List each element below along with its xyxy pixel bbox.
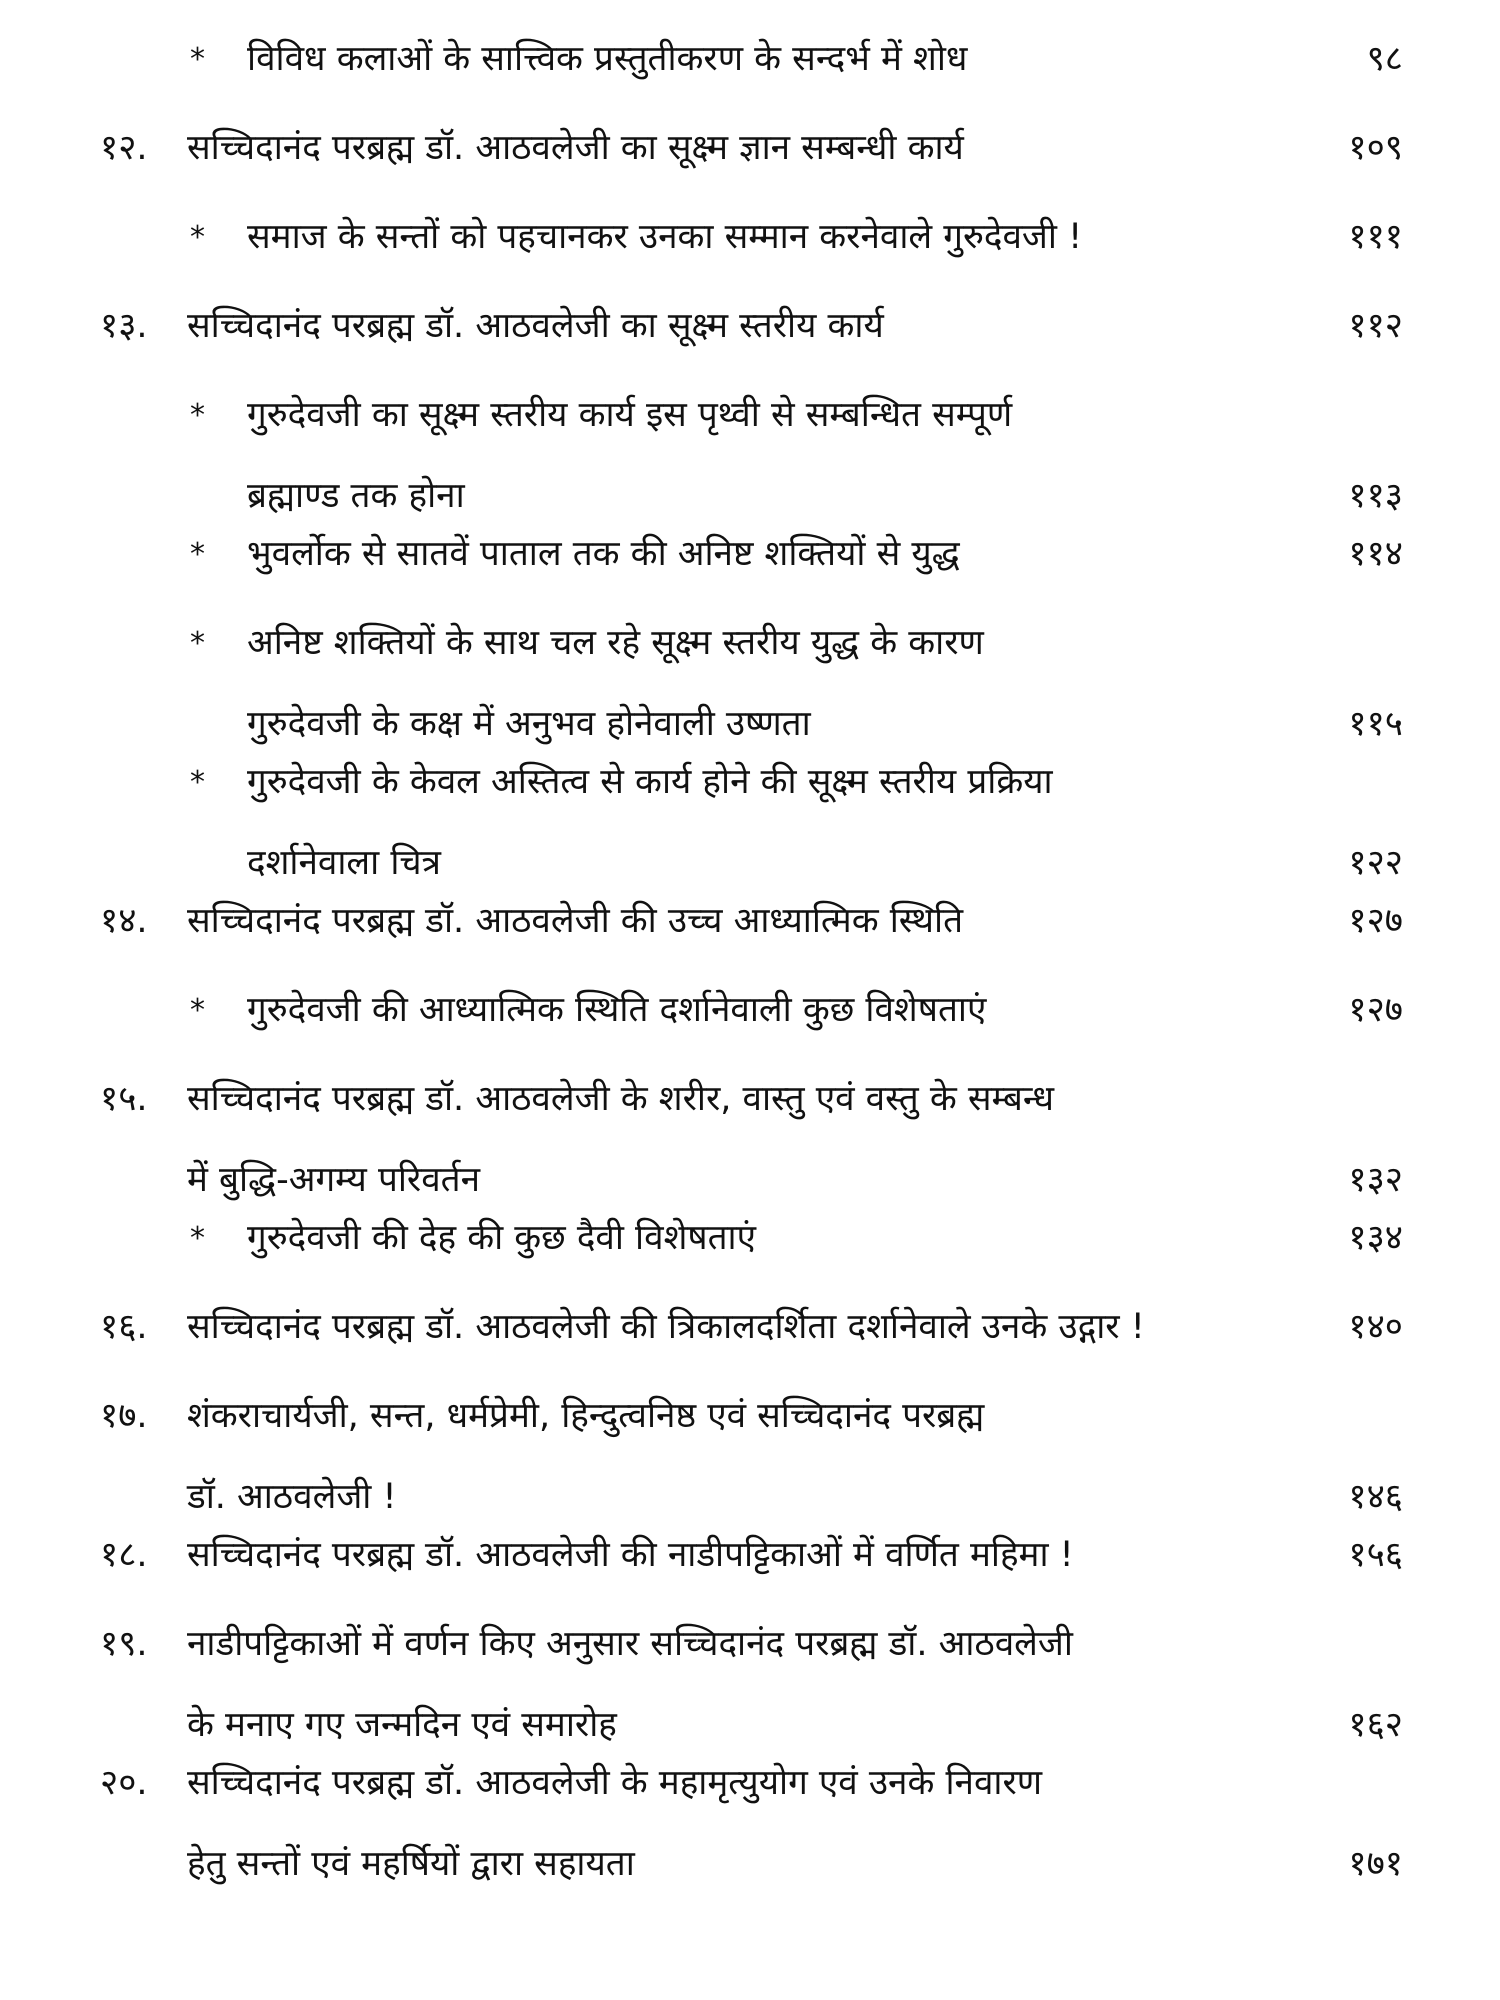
entry-title: [187, 1604, 1307, 1766]
page-number: ११२: [1348, 306, 1403, 346]
entry-title: [247, 514, 1367, 595]
entry-title-line: सच्चिदानंद परब्रह्म डॉ. आठवलेजी की नाडीपट्टिकाओं में वर्णित महिमा !: [187, 1535, 1074, 1575]
toc-chapter-entry: [0, 1743, 1500, 1905]
chapter-number: १२.: [100, 128, 148, 168]
page-number: १३४: [1348, 1218, 1403, 1258]
page-number: १४६: [1348, 1477, 1403, 1517]
entry-title-line: विविध कलाओं के सात्त्विक प्रस्तुतीकरण के सन्दर्भ में शोध: [247, 39, 968, 79]
asterisk-bullet: *: [190, 765, 205, 800]
entry-title-line: गुरुदेवजी की आध्यात्मिक स्थिति दर्शानेवाली कुछ विशेषताएं: [247, 990, 987, 1030]
entry-title: [187, 1287, 1307, 1368]
page-number: ११४: [1348, 534, 1403, 574]
entry-title-line: सच्चिदानंद परब्रह्म डॉ. आठवलेजी की त्रिकालदर्शिता दर्शानेवाले उनके उद्गार !: [187, 1307, 1145, 1347]
entry-title: [247, 197, 1367, 278]
entry-title: [187, 286, 1307, 367]
asterisk-bullet: *: [190, 993, 205, 1028]
toc-chapter-entry: [0, 881, 1500, 962]
page-number: १२७: [1348, 901, 1403, 941]
asterisk-bullet: *: [190, 537, 205, 572]
asterisk-bullet: *: [190, 220, 205, 255]
chapter-number: २०.: [100, 1763, 148, 1803]
page-number: १११: [1348, 217, 1403, 257]
entry-title-line: समाज के सन्तों को पहचानकर उनका सम्मान करनेवाले गुरुदेवजी !: [247, 217, 1083, 257]
page-number: १०९: [1348, 128, 1403, 168]
entry-title: [187, 1059, 1307, 1221]
entry-title-line: सच्चिदानंद परब्रह्म डॉ. आठवलेजी के महामृत्युयोग एवं उनके निवारण: [187, 1763, 1043, 1803]
page-number: १२७: [1348, 990, 1403, 1030]
chapter-number: १४.: [100, 901, 148, 941]
asterisk-bullet: *: [190, 42, 205, 77]
toc-chapter-entry: [0, 1604, 1500, 1766]
asterisk-bullet: *: [190, 1221, 205, 1256]
toc-subsection-entry: [0, 19, 1500, 100]
page-number: १५६: [1348, 1535, 1403, 1575]
chapter-number: १७.: [100, 1396, 148, 1436]
entry-title: [247, 970, 1367, 1051]
chapter-number: १८.: [100, 1535, 148, 1575]
page-number: १३२: [1348, 1160, 1403, 1200]
entry-title: [187, 1743, 1307, 1905]
toc-subsection-entry: [0, 514, 1500, 595]
entry-title: [247, 742, 1367, 904]
entry-title-line: भुवर्लोक से सातवें पाताल तक की अनिष्ट शक्तियों से युद्ध: [247, 534, 960, 574]
toc-subsection-entry: [0, 603, 1500, 765]
entry-title-line: गुरुदेवजी के कक्ष में अनुभव होनेवाली उष्णता: [247, 704, 811, 744]
entry-title-line: दर्शानेवाला चित्र: [247, 843, 441, 883]
entry-title: [247, 375, 1367, 537]
entry-title-line: ब्रह्माण्ड तक होना: [247, 476, 465, 516]
asterisk-bullet: *: [190, 398, 205, 433]
page-number: ९८: [1366, 39, 1403, 79]
entry-title-line: नाडीपट्टिकाओं में वर्णन किए अनुसार सच्चिदानंद परब्रह्म डॉ. आठवलेजी: [187, 1624, 1073, 1664]
chapter-number: १६.: [100, 1307, 148, 1347]
entry-title-line: गुरुदेवजी की देह की कुछ दैवी विशेषताएं: [247, 1218, 756, 1258]
toc-chapter-entry: [0, 1515, 1500, 1596]
toc-subsection-entry: [0, 1198, 1500, 1279]
toc-subsection-entry: [0, 375, 1500, 537]
entry-title: [247, 1198, 1367, 1279]
entry-title: [187, 108, 1307, 189]
entry-title-line: में बुद्धि-अगम्य परिवर्तन: [187, 1160, 481, 1200]
entry-title-line: शंकराचार्यजी, सन्त, धर्मप्रेमी, हिन्दुत्वनिष्ठ एवं सच्चिदानंद परब्रह्म: [187, 1396, 985, 1436]
entry-title-line: अनिष्ट शक्तियों के साथ चल रहे सूक्ष्म स्तरीय युद्ध के कारण: [247, 623, 984, 663]
entry-title: [187, 1376, 1307, 1538]
entry-title-line: सच्चिदानंद परब्रह्म डॉ. आठवलेजी का सूक्ष्म ज्ञान सम्बन्धी कार्य: [187, 128, 964, 168]
toc-chapter-entry: [0, 108, 1500, 189]
entry-title-line: गुरुदेवजी का सूक्ष्म स्तरीय कार्य इस पृथ्वी से सम्बन्धित सम्पूर्ण: [247, 395, 1013, 435]
entry-title-line: के मनाए गए जन्मदिन एवं समारोह: [187, 1705, 617, 1745]
toc-subsection-entry: [0, 197, 1500, 278]
entry-title-line: गुरुदेवजी के केवल अस्तित्व से कार्य होने की सूक्ष्म स्तरीय प्रक्रिया: [247, 762, 1053, 802]
entry-title: [247, 19, 1367, 100]
page-number: १६२: [1348, 1705, 1403, 1745]
entry-title-line: डॉ. आठवलेजी !: [187, 1477, 397, 1517]
entry-title-line: सच्चिदानंद परब्रह्म डॉ. आठवलेजी के शरीर, वास्तु एवं वस्तु के सम्बन्ध: [187, 1079, 1055, 1119]
page-number: ११३: [1348, 476, 1403, 516]
page-number: ११५: [1348, 704, 1403, 744]
toc-subsection-entry: [0, 970, 1500, 1051]
toc-chapter-entry: [0, 1059, 1500, 1221]
page-number: १२२: [1348, 843, 1403, 883]
entry-title-line: सच्चिदानंद परब्रह्म डॉ. आठवलेजी का सूक्ष्म स्तरीय कार्य: [187, 306, 884, 346]
entry-title: [187, 1515, 1307, 1596]
toc-chapter-entry: [0, 286, 1500, 367]
page-number: १४०: [1348, 1307, 1403, 1347]
entry-title: [247, 603, 1367, 765]
asterisk-bullet: *: [190, 626, 205, 661]
chapter-number: १९.: [100, 1624, 148, 1664]
chapter-number: १३.: [100, 306, 148, 346]
toc-chapter-entry: [0, 1376, 1500, 1538]
entry-title: [187, 881, 1307, 962]
page-number: १७१: [1348, 1844, 1403, 1884]
entry-title-line: सच्चिदानंद परब्रह्म डॉ. आठवलेजी की उच्च आध्यात्मिक स्थिति: [187, 901, 964, 941]
toc-subsection-entry: [0, 742, 1500, 904]
chapter-number: १५.: [100, 1079, 148, 1119]
entry-title-line: हेतु सन्तों एवं महर्षियों द्वारा सहायता: [187, 1844, 635, 1884]
toc-chapter-entry: [0, 1287, 1500, 1368]
